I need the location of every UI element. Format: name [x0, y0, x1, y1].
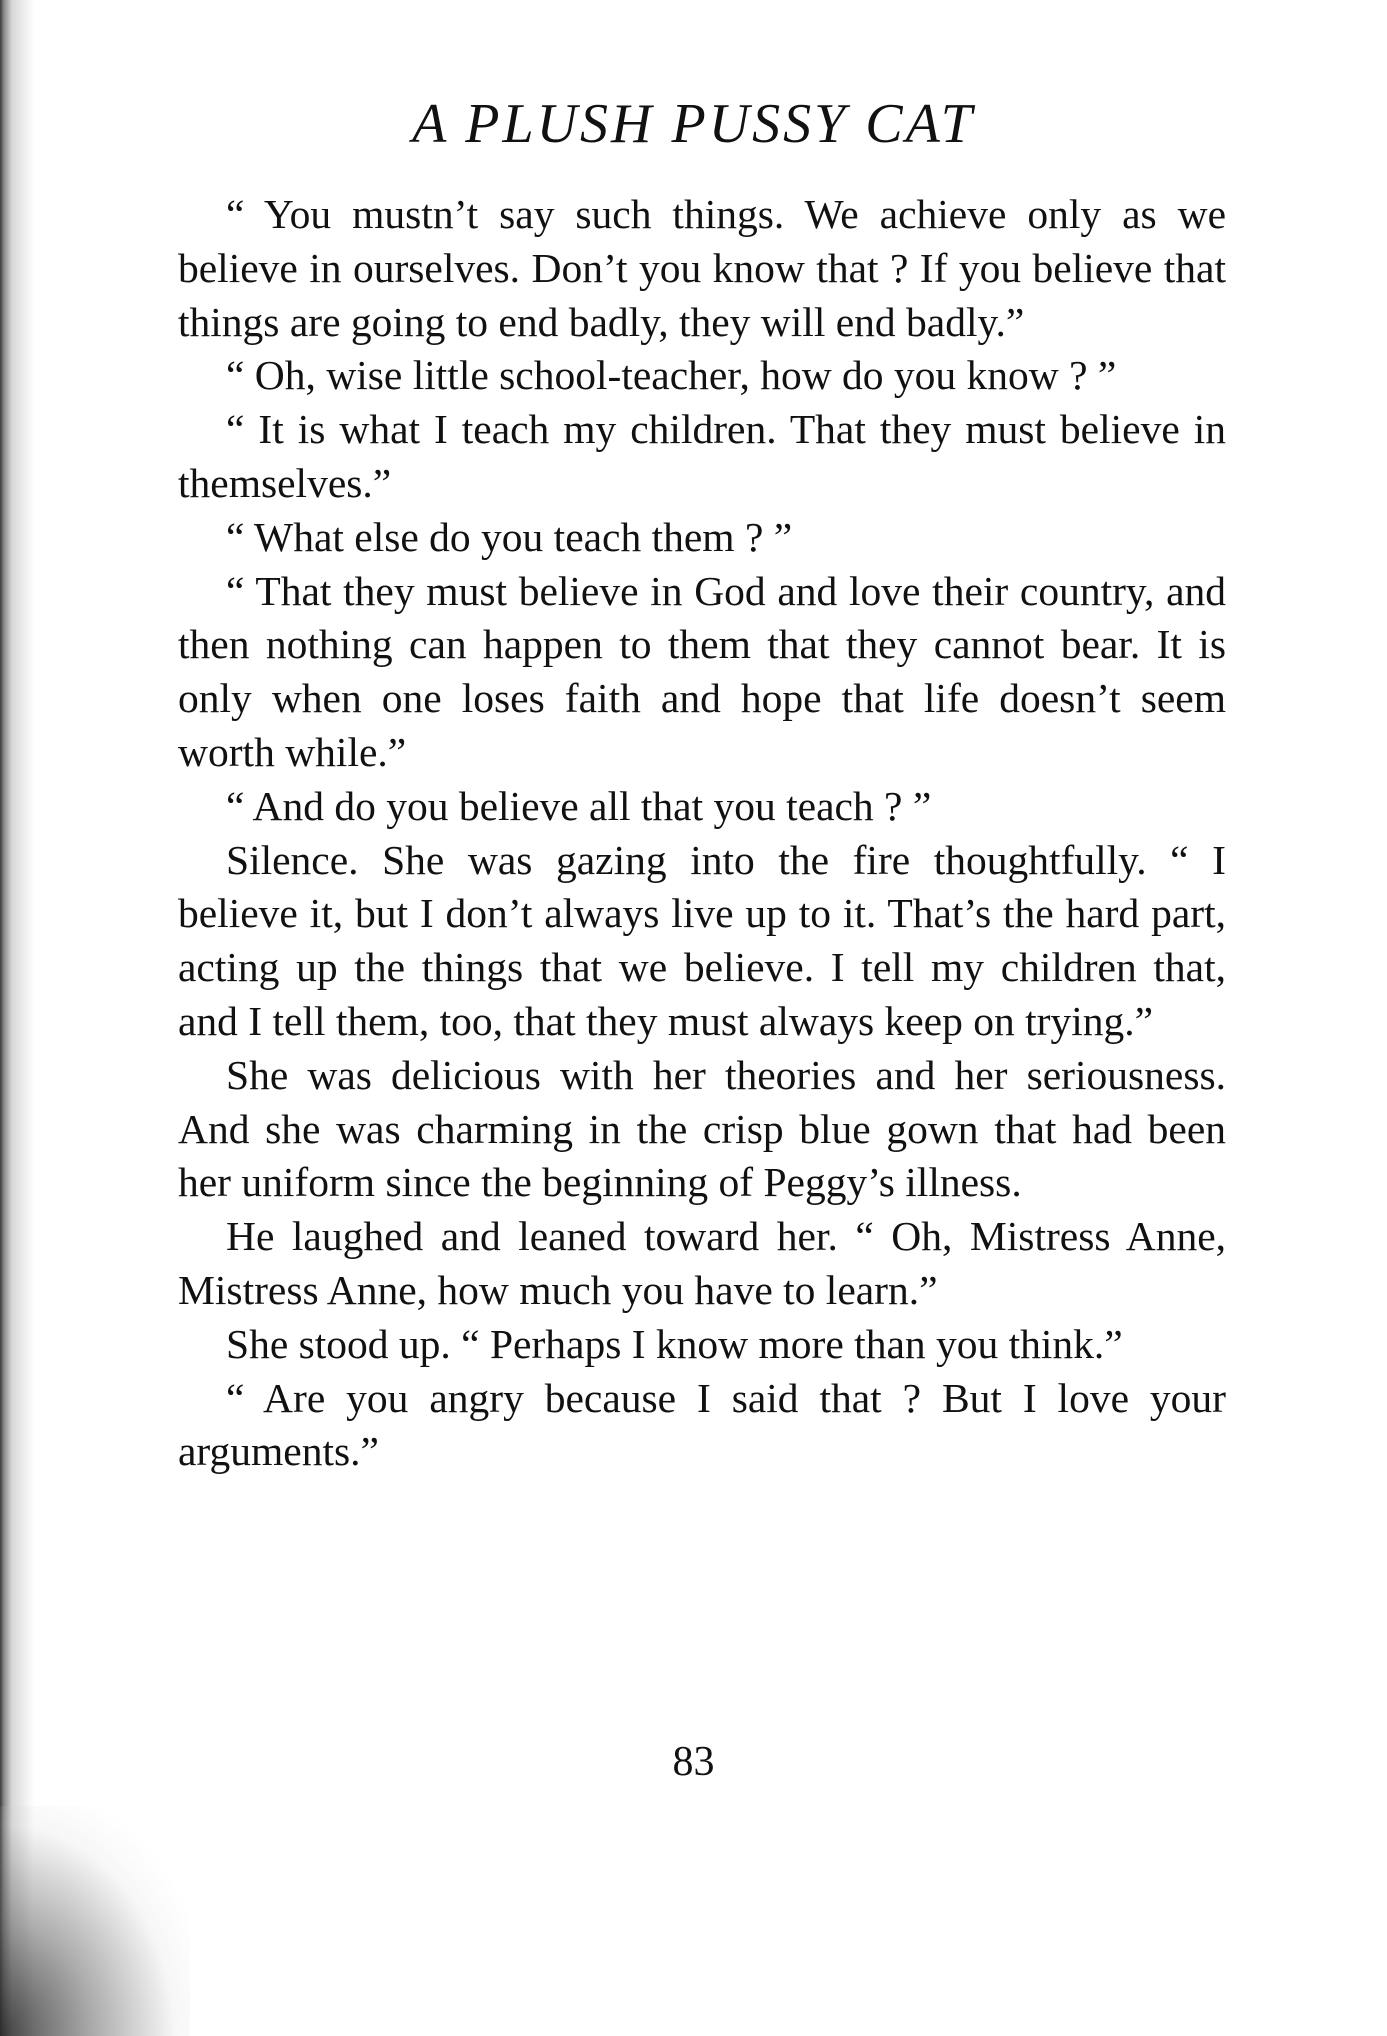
- paragraph: “ It is what I teach my children. That they must believe in themselves.”: [178, 406, 1226, 506]
- paragraph: Silence. She was gazing into the fire thoughtfully. “ I believe it, but I don’t always live up to it. That’s the hard part, acting up the things that we believe. I tell my children that, and I tell them, too, that they must always keep on trying.”: [178, 836, 1226, 1044]
- paragraph: “ What else do you teach them ? ”: [226, 513, 793, 560]
- running-head: A PLUSH PUSSY CAT: [412, 93, 975, 155]
- body-text: [178, 188, 1226, 1479]
- paragraph: She was delicious with her theories and her seriousness. And she was charming in the crisp blue gown that had been her uniform since the beginning of Peggy’s illness.: [178, 1051, 1226, 1206]
- page-number: 83: [672, 1739, 715, 1785]
- paragraph: “ Are you angry because I said that ? But I love your arguments.”: [178, 1374, 1226, 1475]
- binding-shadow: [0, 0, 34, 2036]
- paragraph: “ And do you believe all that you teach ? ”: [226, 782, 932, 829]
- paragraph: He laughed and leaned toward her. “ Oh, Mistress Anne, Mistress Anne, how much you have to learn.”: [178, 1213, 1226, 1313]
- page-edge-smudge: [0, 1806, 190, 2036]
- paragraph: “ Oh, wise little school-teacher, how do you know ? ”: [226, 352, 1117, 399]
- paragraph: She stood up. “ Perhaps I know more than you think.”: [226, 1320, 1123, 1367]
- paragraph: “ You mustn’t say such things. We achieve only as we believe in ourselves. Don’t you know that ? If you believe that things are going to end badly, they will end badly.”: [178, 191, 1226, 345]
- paragraph: “ That they must believe in God and love their country, and then nothing can happen to them that they cannot bear. It is only when one loses faith and hope that life doesn’t seem worth while.”: [178, 567, 1226, 775]
